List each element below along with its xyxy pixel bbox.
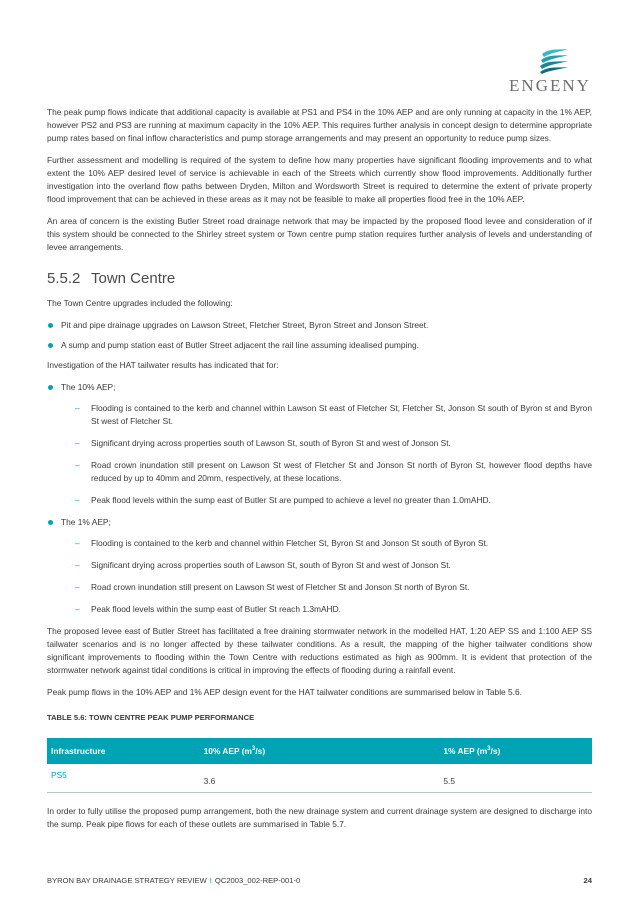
section-number: 5.5.2 (47, 270, 81, 287)
sub-list-item: – Road crown inundation still present on Lawson St west of Fletcher St and Jonson St north of Byron St. (61, 581, 592, 594)
paragraph: Further assessment and modelling is required of the system to define how many properties have significant flooding improvements and to what extent the 10% AEP desired level of service is achievable in each of the Streets which currently show flood improvements. Additionally further investigation into the overland flow paths between Dryden, Milton and Wordsworth Street is required to determine the extent of private property flood improvement that can be achieved in these areas as it may not be feasible to make all properties flood free in the 10% AEP. (47, 155, 592, 204)
list-item (47, 381, 592, 507)
sub-list-item: – Significant drying across properties south of Lawson St, south of Byron St and west of Jonson St. (61, 559, 592, 572)
sub-list-item: – Flooding is contained to the kerb and channel within Fletcher St, Byron St and Jonson St south of Byron St. (61, 537, 592, 550)
footer-separator: I (209, 876, 212, 885)
table-header: 10% AEP $(m^3/s)$ (200, 738, 440, 764)
aep-label: The 10% AEP; (61, 382, 116, 392)
paragraph: The Town Centre upgrades included the following: (47, 298, 233, 308)
sub-list-item: – Flooding is contained to the kerb and channel within Lawson St east of Fletcher St, Fletcher St, Jonson St south of Byron st and Byron St west of Fletcher St. (61, 402, 592, 428)
aep-label: The 1% AEP; (61, 517, 111, 527)
sub-list-item: – Peak flood levels within the sump east of Butler St are pumped to achieve a level no greater than 1.0mAHD. (61, 494, 592, 507)
table-row (47, 764, 592, 793)
logo-wordmark: ENGENY (509, 76, 591, 95)
sub-list-item: – Peak flood levels within the sump east of Butler St reach 1.3mAHD. (61, 603, 592, 616)
list-item (47, 516, 592, 616)
paragraph: Investigation of the HAT tailwater results has indicated that for: (47, 360, 279, 370)
section-heading (47, 270, 592, 287)
logo-wave-icon (538, 48, 570, 74)
list-item: Pit and pipe drainage upgrades on Lawson Street, Fletcher Street, Byron Street and Jonson Street. (47, 319, 592, 332)
sub-list-item: – Road crown inundation still present on Lawson St west of Fletcher St and Jonson St north of Byron St, however flood depths have reduced by up to 40mm and 20mm, respectively, at these locations. (61, 459, 592, 485)
table-cell: 3.6 (200, 764, 440, 793)
pump-performance-table (47, 738, 592, 793)
aep-results-list (47, 381, 592, 616)
table-cell: PS5 (47, 764, 200, 793)
page-footer (47, 876, 592, 885)
paragraph: In order to fully utilise the proposed pump arrangement, both the new drainage system and current drainage system are designed to discharge into the sump. Peak pipe flows for each of these outlets are summarised in Table 5.7. (47, 806, 592, 829)
table-caption: TABLE 5.6: TOWN CENTRE PEAK PUMP PERFORMANCE (47, 713, 255, 722)
page-content (47, 106, 592, 840)
upgrades-list (47, 319, 592, 352)
sub-list-item: – Significant drying across properties south of Lawson St, south of Byron St and west of Jonson St. (61, 437, 592, 450)
table-cell: 5.5 (439, 764, 592, 793)
paragraph: An area of concern is the existing Butler Street road drainage network that may be impacted by the proposed flood levee and consideration of if this system should be connected to the Shirley street system or Town centre pump station requires further analysis of levels and understanding of levee arrangements. (47, 216, 592, 252)
table-header: Infrastructure (47, 738, 200, 764)
footer-title: BYRON BAY DRAINAGE STRATEGY REVIEW (47, 876, 207, 885)
table-header-row (47, 738, 592, 764)
footer-doc-ref: QC2003_002-REP-001-0 (214, 876, 301, 885)
table-header: 1% AEP $(m^3/s)$ (439, 738, 592, 764)
sub-list (61, 537, 592, 616)
paragraph: Peak pump flows in the 10% AEP and 1% AEP design event for the HAT tailwater conditions are summarised below in Table 5.6. (47, 687, 523, 697)
paragraph: The peak pump flows indicate that additional capacity is available at PS1 and PS4 in the 10% AEP and are only running at capacity in the 1% AEP, however PS2 and PS3 are running at maximum capacity in the 10% AEP. This requires further analysis in concept design to determine appropriate pump rates based on final inflow characteristics and pump storage arrangements and may present an opportunity to reduce pump sizes. (47, 107, 592, 143)
list-item: A sump and pump station east of Butler Street adjacent the rail line assuming idealised pumping. (47, 339, 592, 352)
page-number: 24 (583, 876, 592, 885)
engeny-logo (508, 48, 592, 96)
paragraph: The proposed levee east of Butler Street has facilitated a free draining stormwater network in the modelled HAT, 1:20 AEP SS and 1:100 AEP SS tailwater scenarios and is no longer affected by these tailwater conditions. As a result, the mapping of the higher tailwater conditions show significant improvements to flooding within the Town Centre with reductions estimated as high as 900mm. It is evident that protection of the stormwater network against tidal conditions is critical in improving the effects of flooding during a rainfall event. (47, 626, 592, 675)
sub-list (61, 402, 592, 507)
section-title: Town Centre (91, 270, 176, 287)
